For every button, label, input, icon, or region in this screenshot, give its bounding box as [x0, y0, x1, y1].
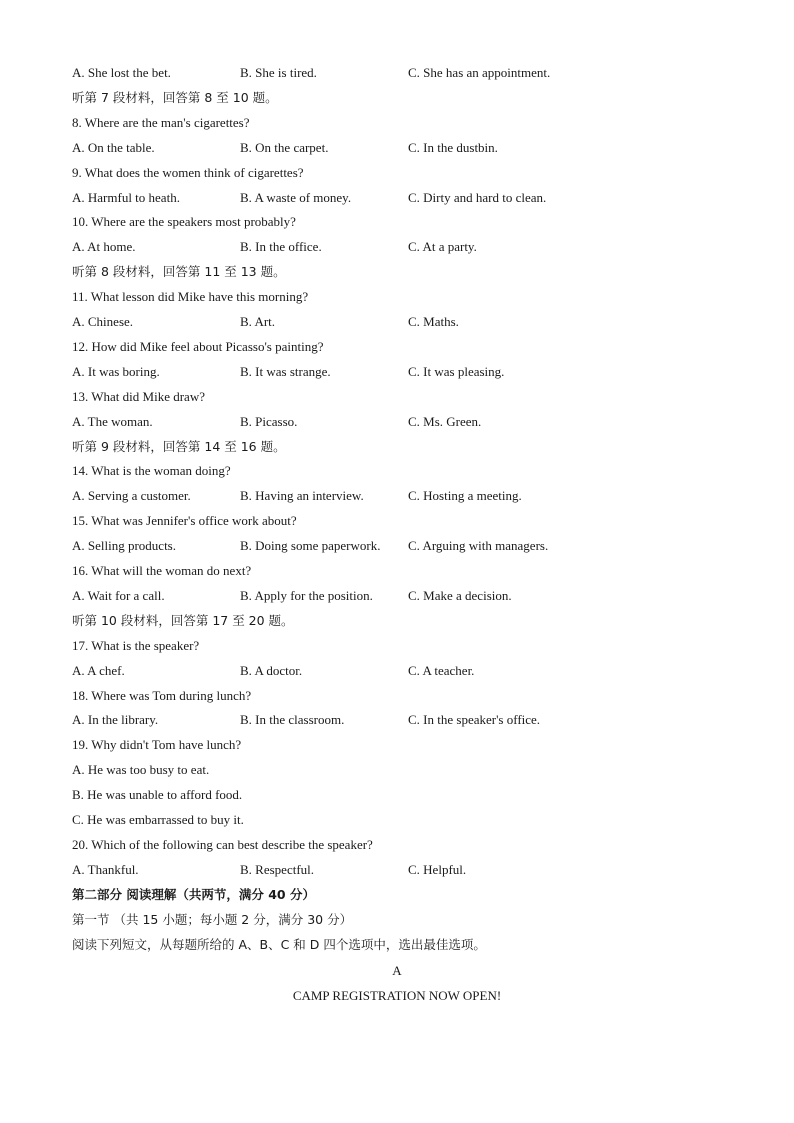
option-c: C. A teacher.	[408, 662, 475, 678]
section-instruction: 听第 8 段材料，回答第 11 至 13 题。	[72, 264, 286, 280]
option-c: C. She has an appointment.	[408, 65, 551, 80]
passage-title: CAMP REGISTRATION NOW OPEN!	[292, 988, 502, 1003]
option-c: C. Hosting a meeting.	[408, 488, 522, 504]
option-b: B. Art.	[240, 314, 276, 329]
section-instruction: 阅读下列短文，从每题所给的 A、B、C 和 D 四个选项中，选出最佳选项。	[72, 936, 486, 952]
option-b: B. Picasso.	[240, 413, 298, 429]
option-b: B. A doctor.	[240, 662, 303, 678]
question-text: 20. Which of the following can best describe the speaker?	[72, 836, 373, 852]
question-text: 10. Where are the speakers most probably?	[72, 214, 296, 230]
option-a: A. Chinese.	[72, 314, 134, 329]
option-c: C. Make a decision.	[408, 587, 512, 603]
section-instruction: 听第 9 段材料，回答第 14 至 16 题。	[72, 438, 286, 454]
question-text: 16. What will the woman do next?	[72, 563, 252, 578]
option-a: A. Selling products.	[72, 538, 176, 554]
question-text: 13. What did Mike draw?	[72, 388, 205, 404]
option-a: A. At home.	[72, 239, 136, 255]
option-c: C. In the speaker's office.	[408, 712, 541, 728]
option-c: C. Maths.	[408, 314, 459, 329]
option-a: A. Harmful to heath.	[72, 189, 180, 205]
option-b: B. On the carpet.	[240, 139, 329, 155]
question-text: 19. Why didn't Tom have lunch?	[72, 737, 242, 753]
question-text: 17. What is the speaker?	[72, 637, 200, 653]
option-a: A. She lost the bet.	[72, 65, 171, 80]
option-b: B. It was strange.	[240, 363, 331, 379]
option-c: C. Helpful.	[408, 861, 467, 877]
question-text: A. He was too busy to eat.	[72, 762, 210, 778]
option-b: B. Doing some paperwork.	[240, 538, 381, 554]
option-a: A. In the library.	[72, 712, 159, 728]
question-text: B. He was unable to afford food.	[72, 787, 243, 803]
section-instruction: 第一节 （共 15 小题；每小题 2 分，满分 30 分）	[72, 911, 353, 927]
section-instruction: 听第 7 段材料，回答第 8 至 10 题。	[72, 89, 278, 105]
question-text: 9. What does the women think of cigarettes?	[72, 164, 304, 180]
option-b: B. A waste of money.	[240, 189, 352, 205]
option-a: A. Wait for a call.	[72, 587, 165, 603]
question-text: 15. What was Jennifer's office work about?	[72, 513, 297, 529]
part-heading: 第二部分 阅读理解（共两节，满分 40 分）	[72, 886, 315, 902]
option-a: A. It was boring.	[72, 363, 160, 379]
section-instruction: 听第 10 段材料，回答第 17 至 20 题。	[72, 612, 294, 628]
passage-letter: A	[392, 963, 402, 978]
question-text: 12. How did Mike feel about Picasso's painting?	[72, 338, 324, 354]
question-text: 14. What is the woman doing?	[72, 463, 231, 479]
question-text: C. He was embarrassed to buy it.	[72, 812, 244, 827]
option-b: B. In the office.	[240, 239, 322, 255]
question-text: 8. Where are the man's cigarettes?	[72, 114, 250, 130]
option-b: B. Having an interview.	[240, 488, 364, 504]
question-text: 18. Where was Tom during lunch?	[72, 687, 252, 703]
option-a: A. Serving a customer.	[72, 488, 191, 504]
option-c: C. In the dustbin.	[408, 139, 498, 155]
option-b: B. She is tired.	[240, 65, 317, 80]
option-b: B. Respectful.	[240, 861, 315, 877]
option-a: A. The woman.	[72, 413, 153, 429]
option-c: C. Arguing with managers.	[408, 538, 549, 554]
option-c: C. Ms. Green.	[408, 413, 482, 429]
option-b: B. In the classroom.	[240, 712, 345, 728]
option-a: A. Thankful.	[72, 861, 139, 877]
option-c: C. At a party.	[408, 239, 477, 255]
option-c: C. Dirty and hard to clean.	[408, 189, 547, 205]
option-a: A. A chef.	[72, 662, 125, 678]
option-c: C. It was pleasing.	[408, 363, 505, 379]
question-text: 11. What lesson did Mike have this morning?	[72, 289, 309, 305]
option-a: A. On the table.	[72, 139, 155, 155]
option-b: B. Apply for the position.	[240, 587, 373, 603]
